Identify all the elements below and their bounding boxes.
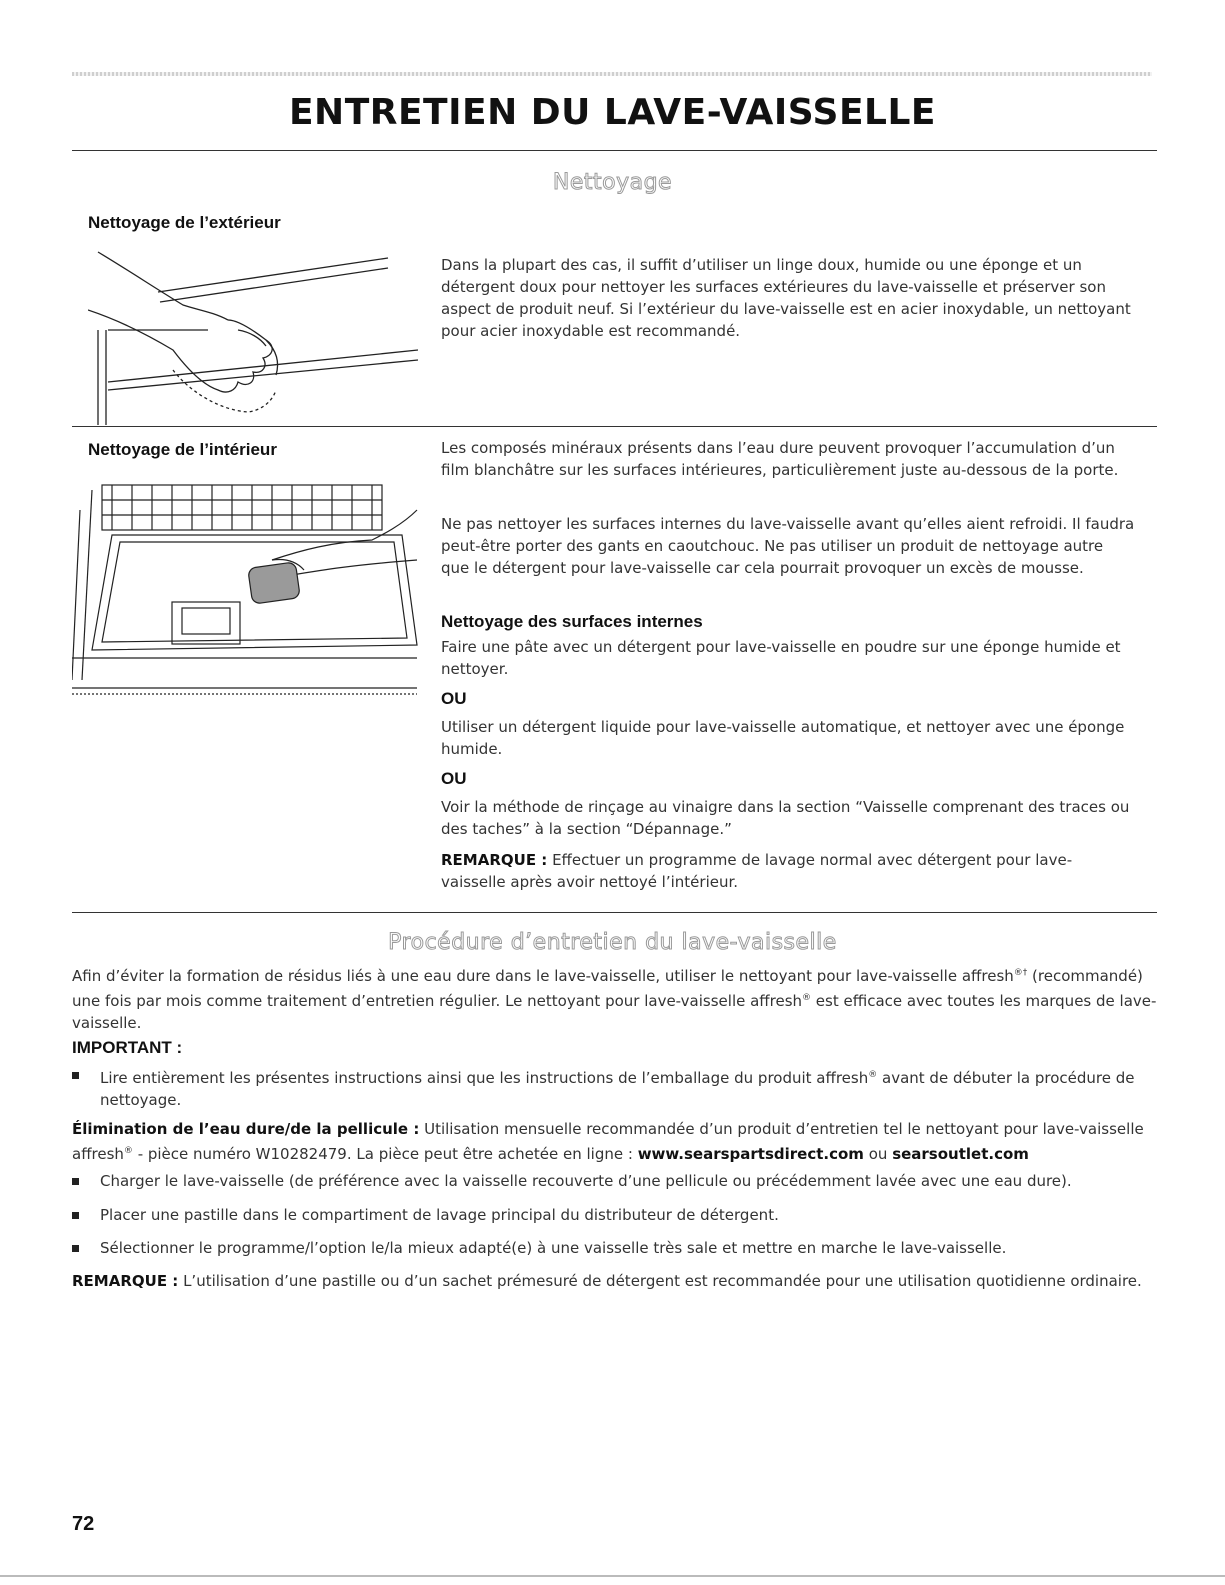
elimination-text-a: Utilisation mensuelle recommandée d’un produit d’entretien tel le nettoyant pour lave-vaisselle affresh [72, 1120, 1144, 1163]
intro-text-c: est efficace avec toutes les marques de lave-vaisselle. [72, 992, 1157, 1032]
bottom-edge [0, 1575, 1225, 1577]
note-text: Effectuer un programme de lavage normal avec détergent pour lave-vaisselle après avoir nettoyé l’intérieur. [441, 851, 1073, 891]
divider-exterieur-interieur [72, 426, 1157, 427]
ou-separator-2: OU [441, 769, 467, 788]
interior-cleaning-illustration [72, 480, 422, 710]
interieur-paragraph-1: Les composés minéraux présents dans l’eau dure peuvent provoquer l’accumulation d’un film blanchâtre sur les surfaces intérieures, particulièrement juste au-dessous de la porte. [441, 439, 1119, 479]
procedure-note [72, 1270, 1162, 1292]
subheading-surfaces-internes: Nettoyage des surfaces internes [441, 612, 703, 631]
elimination-label: Élimination de l’eau dure/de la pellicule : [72, 1120, 420, 1138]
divider-procedure [72, 912, 1157, 913]
important-label: IMPORTANT : [72, 1038, 183, 1057]
note-text: L’utilisation d’une pastille ou d’un sachet prémesuré de détergent est recommandée pour une utilisation quotidienne ordinaire. [178, 1272, 1142, 1290]
important-text-a: Lire entièrement les présentes instructions ainsi que les instructions de l’emballage du produit affresh [100, 1069, 869, 1087]
page-number: 72 [72, 1513, 95, 1535]
section-heading-procedure: Procédure d’entretien du lave-vaisselle [388, 930, 837, 955]
important-bullet-text [100, 1064, 1162, 1111]
step-text: Placer une pastille dans le compartiment de lavage principal du distributeur de détergent. [100, 1206, 779, 1224]
subheading-exterieur: Nettoyage de l’extérieur [88, 213, 281, 232]
important-text-b: avant de débuter la procédure de nettoyage. [100, 1069, 1135, 1109]
link-searsoutlet[interactable]: searsoutlet.com [892, 1145, 1029, 1163]
step-item [72, 1237, 1162, 1259]
exterior-cleaning-illustration [88, 250, 418, 425]
option-1-text: Faire une pâte avec un détergent pour lave-vaisselle en poudre sur une éponge humide et nettoyer. [441, 638, 1121, 678]
elimination-text-b: - pièce numéro W10282479. La pièce peut être achetée en ligne : [132, 1145, 638, 1163]
interieur-paragraph-2: Ne pas nettoyer les surfaces internes du lave-vaisselle avant qu’elles aient refroidi. Il faudra peut-être porter des gants en caoutchouc. Ne pas utiliser un produit de nettoyage autre que le détergent pour lave-vaisselle car cela pourrait provoquer un excès de mousse. [441, 515, 1135, 577]
title-divider [72, 150, 1157, 151]
option-2-text: Utiliser un détergent liquide pour lave-vaisselle automatique, et nettoyer avec une éponge humide. [441, 718, 1125, 758]
link-separator: ou [863, 1145, 893, 1163]
procedure-intro [72, 962, 1162, 1034]
registered-mark: ® [868, 1070, 878, 1080]
intro-text-a: Afin d’éviter la formation de résidus liés à une eau dure dans le lave-vaisselle, utiliser le nettoyant pour lave-vaisselle affresh [72, 967, 1014, 985]
note-label: REMARQUE : [72, 1272, 179, 1290]
section-heading-nettoyage: Nettoyage [552, 170, 673, 195]
registered-mark: ®† [1013, 968, 1028, 978]
link-searspartsdirect[interactable]: www.searspartsdirect.com [637, 1145, 864, 1163]
page-title: ENTRETIEN DU LAVE-VAISSELLE [288, 92, 937, 133]
bullet-square [72, 1072, 79, 1079]
step-text: Sélectionner le programme/l’option le/la mieux adapté(e) à une vaisselle très sale et mettre en marche le lave-vaisselle. [100, 1239, 1007, 1257]
top-decorative-rule [72, 72, 1152, 76]
ou-separator-1: OU [441, 689, 467, 708]
important-bullet [72, 1064, 1162, 1111]
bullet-square [72, 1178, 79, 1185]
elimination-paragraph [72, 1118, 1162, 1165]
step-item [72, 1204, 1162, 1226]
exterieur-paragraph: Dans la plupart des cas, il suffit d’utiliser un linge doux, humide ou une éponge et un détergent doux pour nettoyer les surfaces extérieures du lave-vaisselle et préserver son aspect de produit neuf. Si l’extérieur du lave-vaisselle est en acier inoxydable, un nettoyant pour acier inoxydable est recommandé. [441, 256, 1131, 340]
bullet-square [72, 1212, 79, 1219]
option-3-text: Voir la méthode de rinçage au vinaigre dans la section “Vaisselle comprenant des traces ou des taches” à la section “Dépannage.” [441, 798, 1130, 838]
step-text: Charger le lave-vaisselle (de préférence avec la vaisselle recouverte d’une pellicule ou précédemment lavée avec une eau dure). [100, 1172, 1072, 1190]
note-label: REMARQUE : [441, 851, 548, 869]
step-item [72, 1170, 1162, 1192]
registered-mark: ® [802, 993, 812, 1003]
interieur-note [441, 849, 1136, 893]
bullet-square [72, 1245, 79, 1252]
intro-text-b: (recommandé) une fois par mois comme traitement d’entretien régulier. Le nettoyant pour lave-vaisselle affresh [72, 967, 1143, 1010]
registered-mark: ® [123, 1146, 133, 1156]
subheading-interieur: Nettoyage de l’intérieur [88, 440, 277, 459]
